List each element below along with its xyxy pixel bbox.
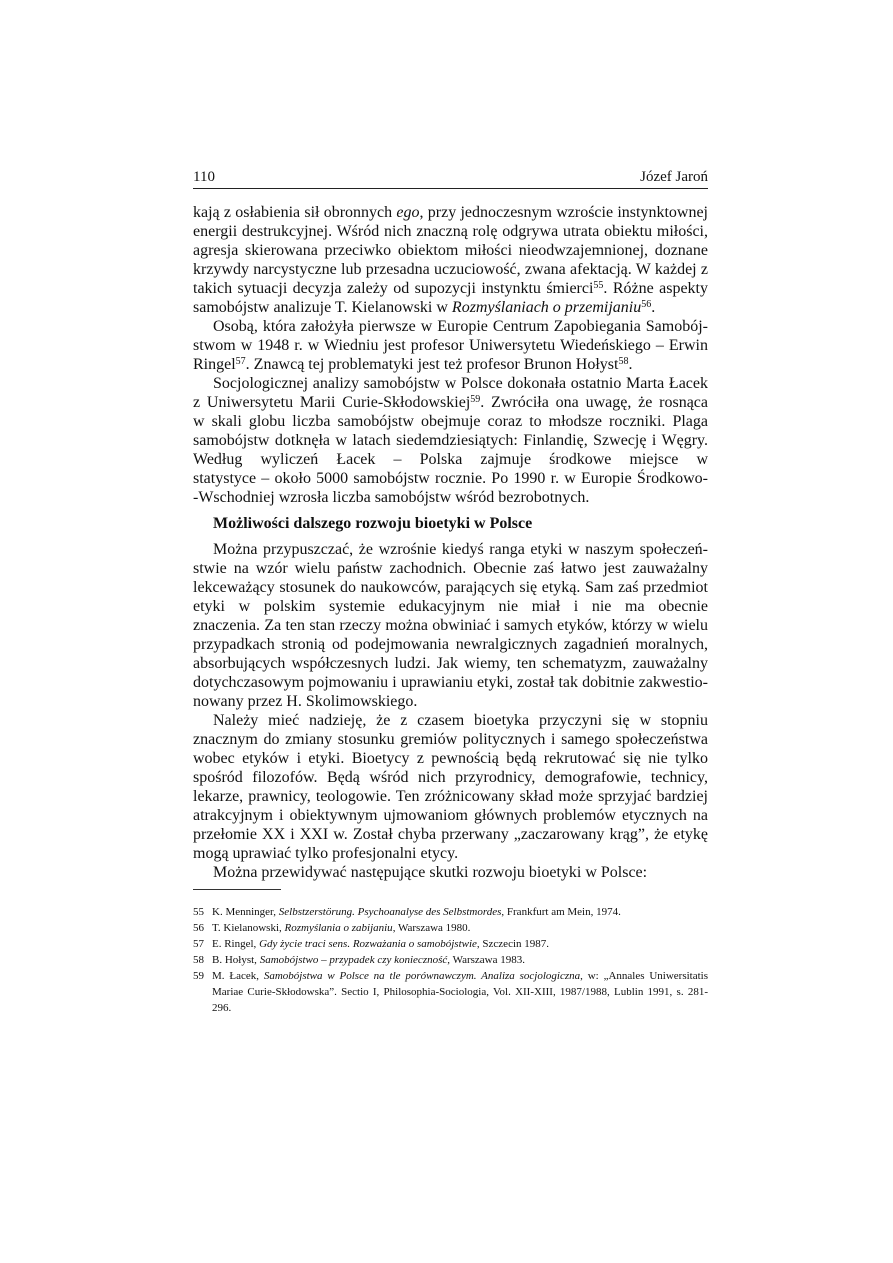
footnote-reference: 57 [235,356,246,367]
page-number: 110 [193,169,215,185]
text-run: etyki w polskim systemie edukacyjnym nie miał i nie ma obecnie [193,598,708,615]
paragraph-line [193,749,708,768]
text-run: , Warszawa 1980. [392,922,471,934]
text-run: agresja skierowana przeciwko obiektom miłości nieodwzajemnionej, doznane [193,242,708,259]
text-run: . [628,356,633,373]
paragraph-line [193,336,708,355]
text-run: E. Ringel, [212,938,260,950]
text-run: Według wyliczeń Łacek – Polska zajmuje środkowe miejsce w [193,451,708,468]
paragraph-line [193,260,708,279]
italic-title: Samobójstwa w Polsce na tle porównawczym. Analiza socjologiczna [263,970,581,982]
text-run: . [651,299,656,316]
text-run: B. Hołyst, [212,954,260,966]
footnote-reference: 56 [641,299,652,310]
text-run: statystyce – około 5000 samobójstw rocznie. Po 1990 r. w Europie Środkowo- [193,470,708,487]
footnote [193,968,708,1016]
footnote-reference: 55 [593,280,604,291]
text-run: , w: „Annales Uniwersitatis Mariae Curie-Skłodowska”. Sectio I, Philosophia-Sociologia, Vol. XII-XIII, 1987/1988, Lublin 1991, s. 281-296. [212,970,708,1014]
text-run: , Frankfurt am Mein, 1974. [501,906,621,918]
paragraph-line [193,222,708,241]
italic-title: Rozmyślania o zabijaniu [284,922,393,934]
text-run: mogą uprawiać tylko profesjonalni etycy. [193,845,459,862]
footnote [193,952,708,968]
section-heading: Możliwości dalszego rozwoju bioetyki w Polsce [213,515,533,532]
text-run: znaczenia. Za ten stan rzeczy można obwiniać i samych etyków, którzy w wielu [193,617,708,634]
text-run: spośród filozofów. Będą wśród nich przyrodnicy, demografowie, technicy, [193,769,708,786]
footnote-number: 58 [193,954,204,966]
text-run: samobójstw dotknęła w latach siedemdziesiątych: Finlandię, Szwecję i Węgry. [193,432,708,449]
paragraph-line [193,559,708,578]
paragraph-line [193,863,708,882]
paragraph-line [193,279,708,298]
header-rule [193,188,708,189]
italic-title: Gdy życie traci sens. Rozważania o samobójstwie [259,938,477,950]
text-run: lekceważący stosunek do naukowców, parających się etyką. Sam zaś przedmiot [193,579,708,596]
text-run: , Szczecin 1987. [476,938,550,950]
paragraph-line [193,616,708,635]
text-run: . Zwróciła ona uwagę, że rosnąca [480,394,708,411]
italic-title: Rozmyślaniach o przemijaniu [451,299,642,316]
paragraph-line [193,298,708,317]
text-run: K. Menninger, [212,906,279,918]
text-run: atrakcyjnym i obiektywnym ujmowaniom głównych problemów etycznych na [193,807,708,824]
footnote-separator [193,889,281,890]
paragraph-line [193,578,708,597]
text-run: stwie na wzór wielu państw zachodnich. Obecnie zaś łatwo jest zauważalny [193,560,708,577]
text-run: przypadkach stronią od podejmowania newralgicznych zagadnień moralnych, [193,636,708,653]
footnote [193,936,708,952]
paragraph-line [193,806,708,825]
text-run: Osobą, która założyła pierwsze w Europie Centrum Zapobiegania Samobój- [213,318,708,335]
paragraph-line [193,825,708,844]
footnote-number: 56 [193,922,204,934]
paragraph-line [193,673,708,692]
text-run: . Znawcą tej problematyki jest też profesor Brunon Hołyst [245,356,619,373]
text-run: , Warszawa 1983. [447,954,525,966]
text-run: krzywdy narcystyczne lub przesadna uczuciowość, zwana afektacją. W każdej z [193,261,708,278]
text-run: absorbujących współczesnych ludzi. Jak wiemy, ten schematyzm, zauważalny [193,655,708,672]
text-run: stwom w 1948 r. w Wiedniu jest profesor Uniwersytetu Wiedeńskiego – Erwin [193,337,708,354]
text-run: wobec etyków i etyki. Bioetycy z pewnością będą rekrutować się nie tylko [193,750,708,767]
text-run: w skali globu liczba samobójstw obejmuje coraz to młodsze roczniki. Plaga [193,413,708,430]
italic-title: Selbstzerstörung. Psychoanalyse des Selbstmordes [278,906,502,918]
text-run: -Wschodniej wzrosła liczba samobójstw wśród bezrobotnych. [193,489,590,506]
paragraph-line [193,711,708,730]
text-run: dotychczasowym pojmowaniu i uprawianiu etyki, został tak dobitnie zakwestio- [193,674,708,691]
text-run: znacznym do zmiany stosunku gremiów politycznych i samego społeczeństwa [193,731,708,748]
text-run: lekarze, prawnicy, teologowie. Ten zróżnicowany skład może sprzyjać bardziej [193,788,708,805]
text-run: przełomie XX i XXI w. Został chyba przerwany „zaczarowany krąg”, że etykę [193,826,708,843]
text-run: takich sytuacji decyzja zależy od supozycji instynktu śmierci [193,280,594,297]
paragraph-line [193,488,708,507]
text-run: samobójstw analizuje T. Kielanowski w [193,299,452,316]
paragraph-line [193,469,708,488]
footnote-number: 57 [193,938,204,950]
paragraph-line [193,692,708,711]
footnote [193,920,708,936]
text-run: kają z osłabienia sił obronnych [193,204,397,221]
running-header [193,168,708,188]
paragraph-line [193,355,708,374]
text-run: Należy mieć nadzieję, że z czasem bioetyka przyczyni się w stopniu [213,712,708,729]
footnote [193,904,708,920]
footnote-reference: 58 [618,356,629,367]
text-run: nowany przez H. Skolimowskiego. [193,693,418,710]
paragraph-line [193,787,708,806]
paragraph-line [193,768,708,787]
footnotes [193,904,708,1016]
paragraph-line [193,412,708,431]
text-run: . Różne aspekty [603,280,708,297]
paragraph-line [193,844,708,863]
text-run: T. Kielanowski, [212,922,285,934]
text-run: Można przypuszczać, że wzrośnie kiedyś ranga etyki w naszym społeczeń- [213,541,708,558]
italic-title: Samobójstwo – przypadek czy konieczność [259,954,448,966]
paragraph-line [193,730,708,749]
paragraph-line [193,431,708,450]
footnote-number: 59 [193,970,204,982]
text-run: Można przewidywać następujące skutki rozwoju bioetyki w Polsce: [213,864,648,881]
body-text [193,203,708,882]
paragraph-line [193,374,708,393]
paragraph-line [193,393,708,412]
text-run: Ringel [193,356,236,373]
text-run: Socjologicznej analizy samobójstw w Polsce dokonała ostatnio Marta Łacek [213,375,708,392]
text-run: energii destrukcyjnej. Wśród nich znaczną rolę odgrywa utrata obiektu miłości, [193,223,708,240]
paragraph-line [193,203,708,222]
paragraph-line [193,241,708,260]
paragraph-line [193,540,708,559]
italic-title: ego [396,204,420,221]
paragraph-line [193,597,708,616]
paragraph-line [193,450,708,469]
paragraph-line [193,635,708,654]
running-head-author: Józef Jaroń [640,169,708,185]
footnote-number: 55 [193,906,204,918]
paragraph-line [193,654,708,673]
footnote-reference: 59 [470,394,481,405]
text-run: z Uniwersytetu Marii Curie-Skłodowskiej [193,394,471,411]
paragraph-line [193,317,708,336]
text-run: , przy jednoczesnym wzroście instynktownej [419,204,708,221]
text-run: M. Łacek, [212,970,264,982]
